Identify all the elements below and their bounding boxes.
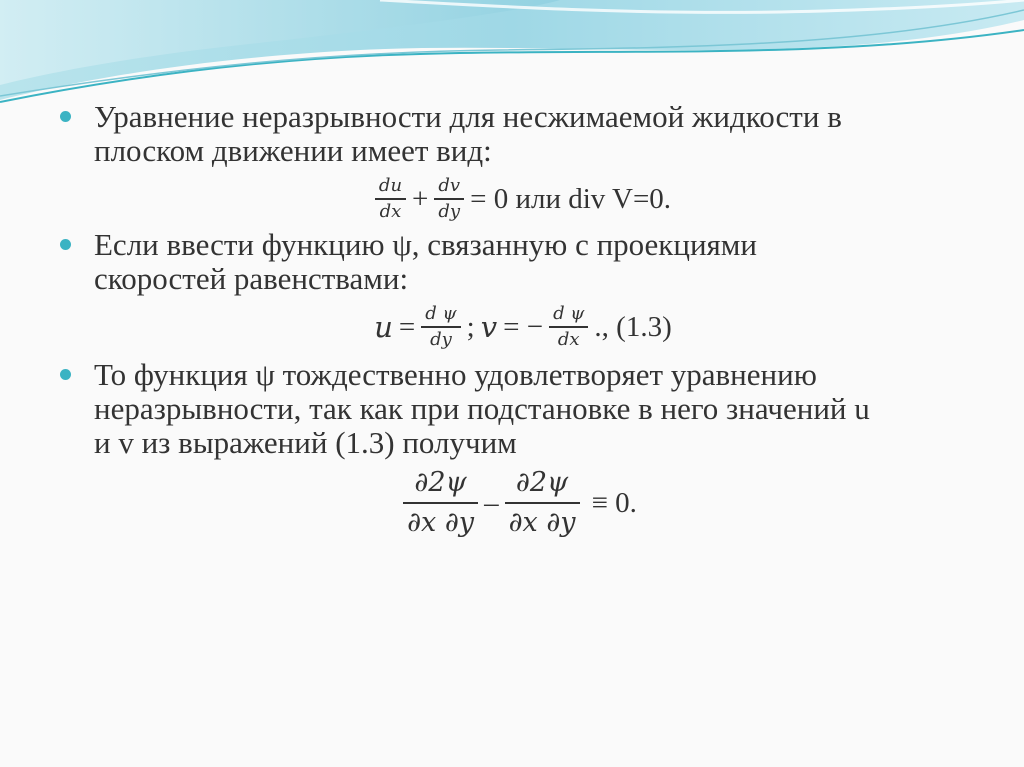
- bullet-continuity-equation: [60, 100, 980, 168]
- bullet1-line2: плоском движении имеет вид:: [94, 133, 492, 168]
- fraction-denominator: dy: [438, 201, 461, 222]
- bullet-dot-icon: [60, 239, 71, 250]
- fraction-denominator: dx: [557, 329, 580, 350]
- fraction-numerator: du: [378, 175, 403, 196]
- fraction-denominator: dy: [430, 329, 452, 350]
- fraction-numerator: d ψ: [553, 303, 585, 324]
- bullet2-line2: скоростей равенствами:: [94, 261, 409, 296]
- formula-tail: = 0 или div V=0.: [470, 182, 672, 215]
- bullet1-line1: Уравнение неразрывности для несжимаемой жидкости в: [94, 99, 842, 134]
- continuity-equation-formula: [60, 174, 980, 224]
- fraction-denominator: ∂x ∂y: [407, 507, 475, 538]
- semicolon: ;: [466, 310, 475, 343]
- fraction-second-derivative-2: [505, 464, 580, 542]
- bullet3-line3: и v из выражений (1.3) получим: [94, 425, 517, 460]
- bullet-dot-icon: [60, 369, 71, 380]
- bullet3-line2: неразрывности, так как при подстановке в него значений u: [94, 391, 870, 426]
- variable-v: v: [480, 310, 498, 344]
- fraction-denominator: dx: [379, 201, 402, 222]
- plus-sign: +: [412, 182, 429, 215]
- header-wave-decoration: [0, 0, 1024, 110]
- stream-function-formula: [60, 302, 980, 352]
- fraction-numerator: ∂2ψ: [515, 467, 569, 498]
- bullet-dot-icon: [60, 111, 71, 122]
- fraction-dv-dy: [434, 174, 464, 224]
- fraction-denominator: ∂x ∂y: [508, 507, 576, 538]
- variable-u: u: [374, 310, 393, 344]
- formula-number: ., (1.3): [594, 310, 672, 343]
- bullet-identity: [60, 358, 980, 460]
- bullet2-line1: Если ввести функцию ψ, связанную с проекциями: [94, 227, 758, 262]
- fraction-numerator: ∂2ψ: [414, 467, 467, 498]
- fraction-du-dx: [375, 174, 406, 224]
- slide-content: [60, 100, 980, 542]
- fraction-dpsi-dx: [549, 302, 588, 352]
- equals-minus-sign: = −: [503, 310, 544, 343]
- equals-sign: =: [398, 310, 416, 343]
- fraction-dpsi-dy: [421, 302, 460, 352]
- bullet3-line1: То функция ψ тождественно удовлетворяет уравнению: [94, 357, 817, 392]
- minus-sign: –: [484, 486, 499, 519]
- fraction-numerator: d ψ: [425, 303, 457, 324]
- fraction-second-derivative-1: [403, 464, 478, 542]
- identity-zero: ≡ 0.: [591, 486, 637, 519]
- fraction-numerator: dv: [438, 175, 461, 196]
- identity-formula: [60, 464, 980, 542]
- bullet-stream-function: [60, 228, 980, 296]
